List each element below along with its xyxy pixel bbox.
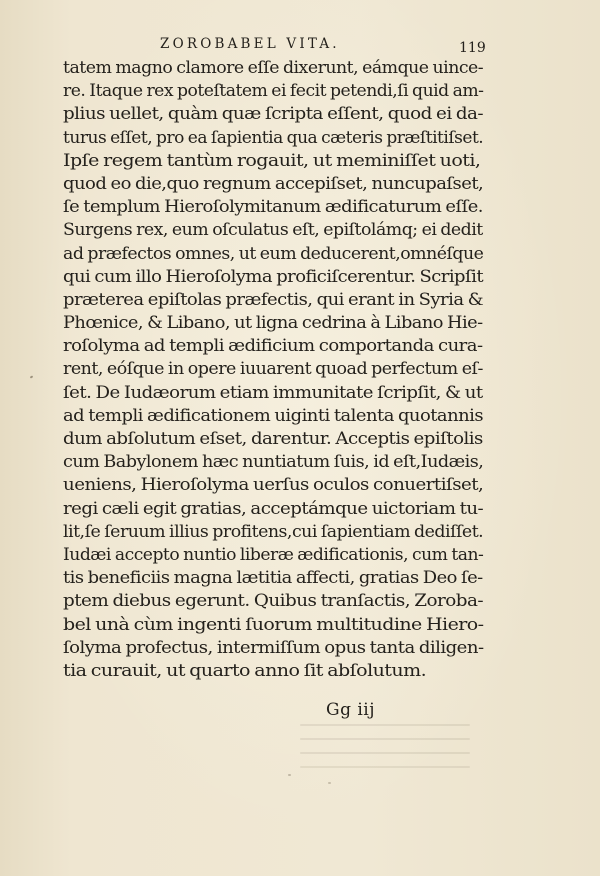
text-line: qui cum illo Hieroſolyma proficiſcerentur. Scripſit [63, 266, 484, 287]
text-line: ſet. De Iudæorum etiam immunitate ſcripſit, & ut [63, 382, 483, 403]
text-line: Phœnice, & Libano, ut ligna cedrina à Libano Hie- [63, 313, 483, 334]
ink-speck [30, 375, 34, 378]
text-line: ueniens, Hieroſolyma uerſus oculos conuertiſset, [63, 475, 484, 496]
text-line: ad templi ædificationem uiginti talenta quotannis [63, 405, 484, 426]
text-line: bel unà cùm ingenti ſuorum multitudine Hiero- [63, 614, 484, 635]
text-line: plius uellet, quàm quæ ſcripta eſſent, quod ei da- [63, 104, 484, 125]
text-line: ſe templum Hieroſolymitanum ædificaturum eſſe. [63, 197, 483, 218]
text-line: turus eſſet, pro ea ſapientia qua cæteris præſtitiſset. [63, 127, 484, 148]
text-line: Ipſe regem tantùm rogauit, ut meminiſſet uoti, [63, 150, 481, 171]
text-line: ptem diebus egerunt. Quibus tranſactis, Zoroba- [63, 591, 484, 612]
text-line: re. Itaque rex poteſtatem ei fecit petendi,ſi quid am- [63, 81, 484, 102]
ink-speck [328, 782, 331, 784]
text-line: rent, eóſque in opere iuuarent quoad perfectum eſ- [63, 359, 483, 380]
text-line: ſolyma profectus, intermiſſum opus tanta diligen- [63, 637, 484, 658]
ink-speck [288, 774, 291, 776]
text-line: tia curauit, ut quarto anno ſit abſolutum. [63, 660, 427, 681]
text-line: quod eo die,quo regnum accepiſset, nuncupaſset, [63, 173, 484, 194]
text-line: Surgens rex, eum oſculatus eſt, epiſtolámq; ei dedit [63, 220, 483, 241]
page-number: 119 [459, 40, 486, 56]
text-line: præterea epiſtolas præfectis, qui erant in Syria & [63, 289, 484, 310]
text-line: tatem magno clamore eſſe dixerunt, eámque uince- [63, 58, 484, 78]
running-head: ZOROBABEL VITA. [160, 36, 340, 52]
text-line: tis beneficiis magna lætitia affecti, gratias Deo ſe- [63, 568, 483, 589]
signature-mark: Gg iij [326, 700, 376, 720]
text-line: roſolyma ad templi ædificium comportanda cura- [63, 336, 483, 357]
text-line: ad præfectos omnes, ut eum deducerent,omnéſque [63, 243, 484, 264]
text-line: regi cæli egit gratias, acceptámque uictoriam tu- [63, 498, 484, 519]
text-line: Iudæi accepto nuntio liberæ ædificationis, cum tan- [63, 544, 484, 565]
text-line: cum Babylonem hæc nuntiatum ſuis, id eſt,Iudæis, [63, 452, 484, 473]
text-line: lit,ſe ſeruum illius profitens,cui ſapientiam dediſſet. [63, 521, 484, 542]
body-text [63, 57, 483, 683]
show-through-texture [300, 712, 470, 784]
text-line: dum abſolutum eſset, darentur. Acceptis epiſtolis [63, 429, 483, 449]
